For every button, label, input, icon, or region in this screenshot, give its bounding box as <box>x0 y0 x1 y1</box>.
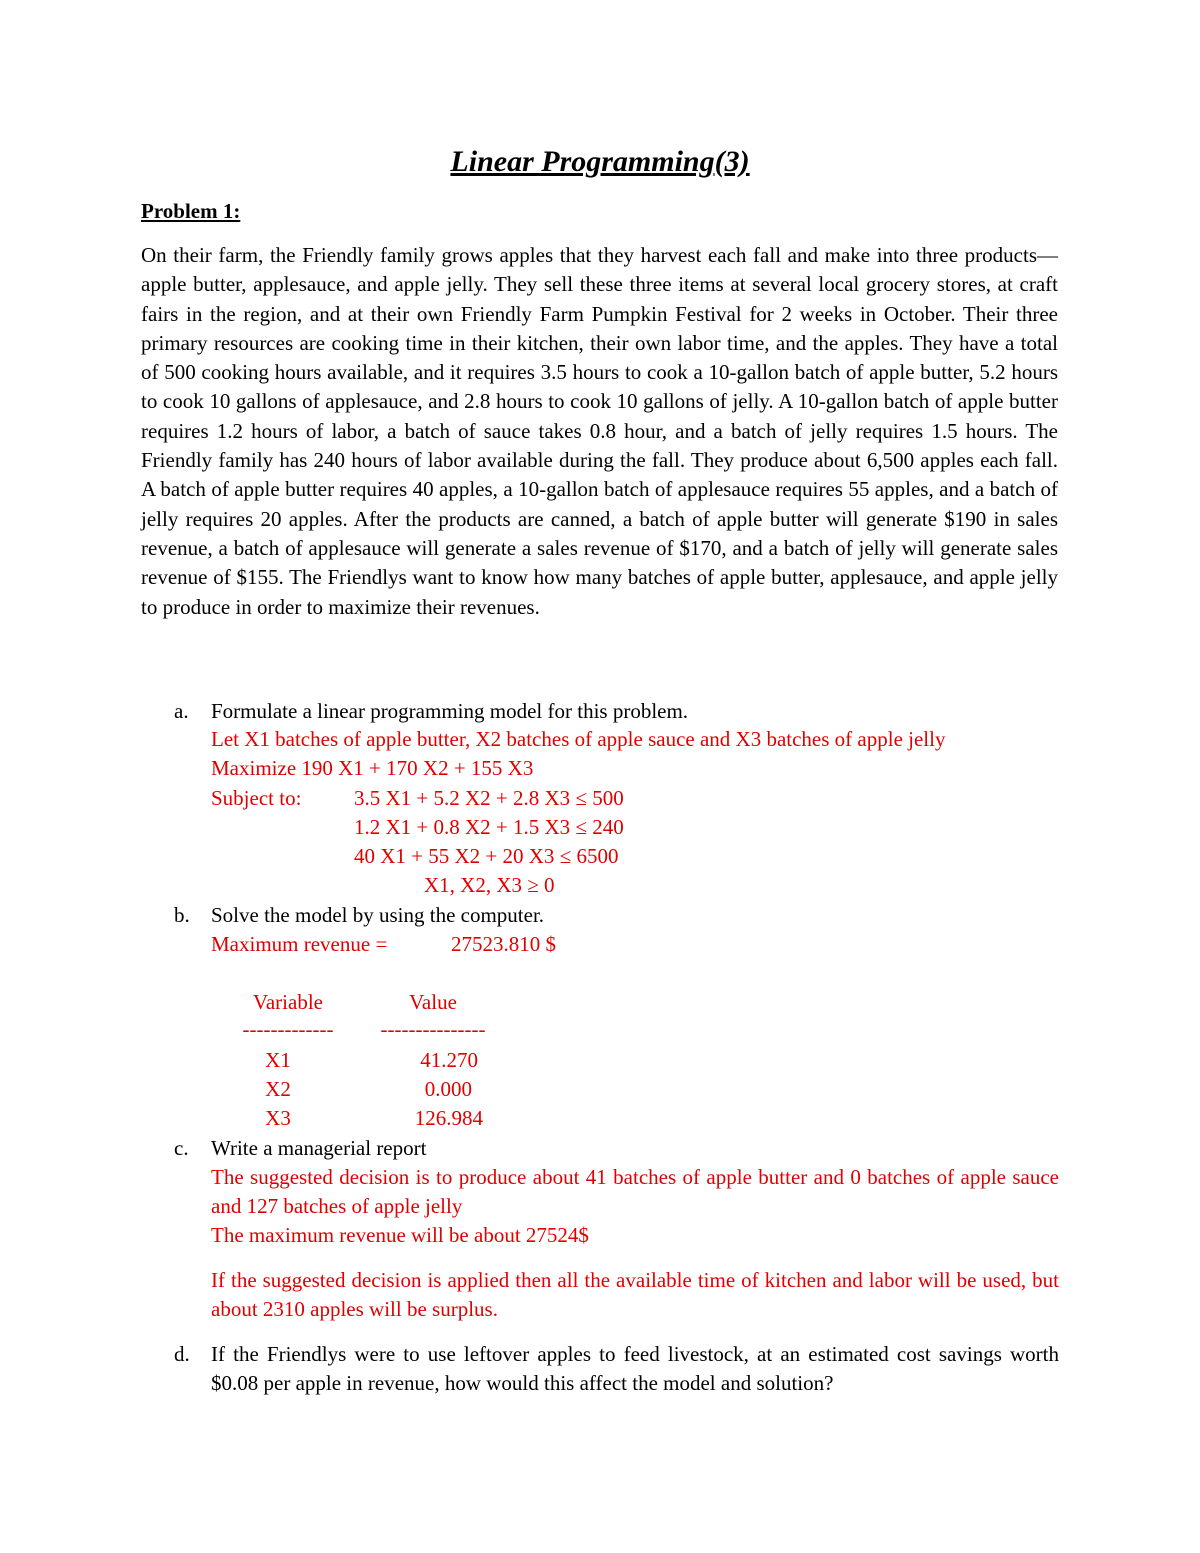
page-title: Linear Programming(3) <box>450 145 750 178</box>
constraint-cooking: 3.5 X1 + 5.2 X2 + 2.8 X3 ≤ 500 <box>354 786 624 810</box>
table-row-value: 41.270 <box>420 1048 478 1072</box>
problem-statement: On their farm, the Friendly family grows apples that they harvest each fall and make into three products—apple butter, applesauce, and apple jelly. They sell these three items at several local grocery stores, at craft fairs in the region, and at their own Friendly Farm Pumpkin Festival for 2 weeks in October. Their three primary resources are cooking time in their kitchen, their own labor time, and the apples. They have a total of 500 cooking hours available, and it requires 3.5 hours to cook a 10-gallon batch of apple butter, 5.2 hours to cook 10 gallons of applesauce, and 2.8 hours to cook 10 gallons of jelly. A 10-gallon batch of apple butter requires 1.2 hours of labor, a batch of sauce takes 0.8 hour, and a batch of jelly requires 1.5 hours. The Friendly family has 240 hours of labor available during the fall. They produce about 6,500 apples each fall. A batch of apple butter requires 40 apples, a 10-gallon batch of applesauce requires 55 apples, and a batch of jelly requires 20 apples. After the products are canned, a batch of apple butter will generate $190 in sales revenue, a batch of applesauce will generate a sales revenue of $170, and a batch of jelly will generate sales revenue of $155. The Friendlys want to know how many batches of apple butter, applesauce, and apple jelly to produce in order to maximize their revenues. <box>141 243 1058 619</box>
header-divider-value: --------------- <box>380 1017 486 1041</box>
table-row-variable: X1 <box>265 1048 291 1072</box>
column-header-variable: Variable <box>253 990 323 1014</box>
table-row-value: 126.984 <box>414 1106 483 1130</box>
managerial-report-revenue: The maximum revenue will be about 27524$ <box>211 1223 589 1247</box>
managerial-report-decision: The suggested decision is to produce about 41 batches of apple butter and 0 batches of apple sauce and 127 batches of apple jelly <box>211 1165 1059 1218</box>
objective-function: Maximize 190 X1 + 170 X2 + 155 X3 <box>211 756 534 780</box>
part-c-marker: c. <box>174 1136 189 1160</box>
max-revenue-label: Maximum revenue = <box>211 932 388 956</box>
part-b-question: Solve the model by using the computer. <box>211 903 545 927</box>
problem-heading: Problem 1: <box>141 199 241 223</box>
max-revenue-value: 27523.810 $ <box>451 932 556 956</box>
table-row-variable: X2 <box>265 1077 291 1101</box>
header-divider-variable: ------------- <box>242 1017 334 1041</box>
column-header-value: Value <box>409 990 457 1014</box>
table-row-variable: X3 <box>265 1106 291 1130</box>
part-d-question: If the Friendlys were to use leftover apples to feed livestock, at an estimated cost savings worth $0.08 per apple in revenue, how would this affect the model and solution? <box>211 1342 1059 1395</box>
constraint-labor: 1.2 X1 + 0.8 X2 + 1.5 X3 ≤ 240 <box>354 815 624 839</box>
part-b-marker: b. <box>174 903 190 927</box>
part-a-marker: a. <box>174 699 189 723</box>
table-row-value: 0.000 <box>424 1077 472 1101</box>
managerial-report-resources: If the suggested decision is applied then all the available time of kitchen and labor will be used, but about 2310 apples will be surplus. <box>211 1268 1059 1321</box>
variable-definitions: Let X1 batches of apple butter, X2 batches of apple sauce and X3 batches of apple jelly <box>211 727 946 751</box>
constraint-nonnegativity: X1, X2, X3 ≥ 0 <box>424 873 555 897</box>
constraint-apples: 40 X1 + 55 X2 + 20 X3 ≤ 6500 <box>354 844 619 868</box>
part-d-marker: d. <box>174 1342 190 1366</box>
part-c-question: Write a managerial report <box>211 1136 427 1160</box>
subject-to-label: Subject to: <box>211 786 302 810</box>
part-a-question: Formulate a linear programming model for this problem. <box>211 699 689 723</box>
